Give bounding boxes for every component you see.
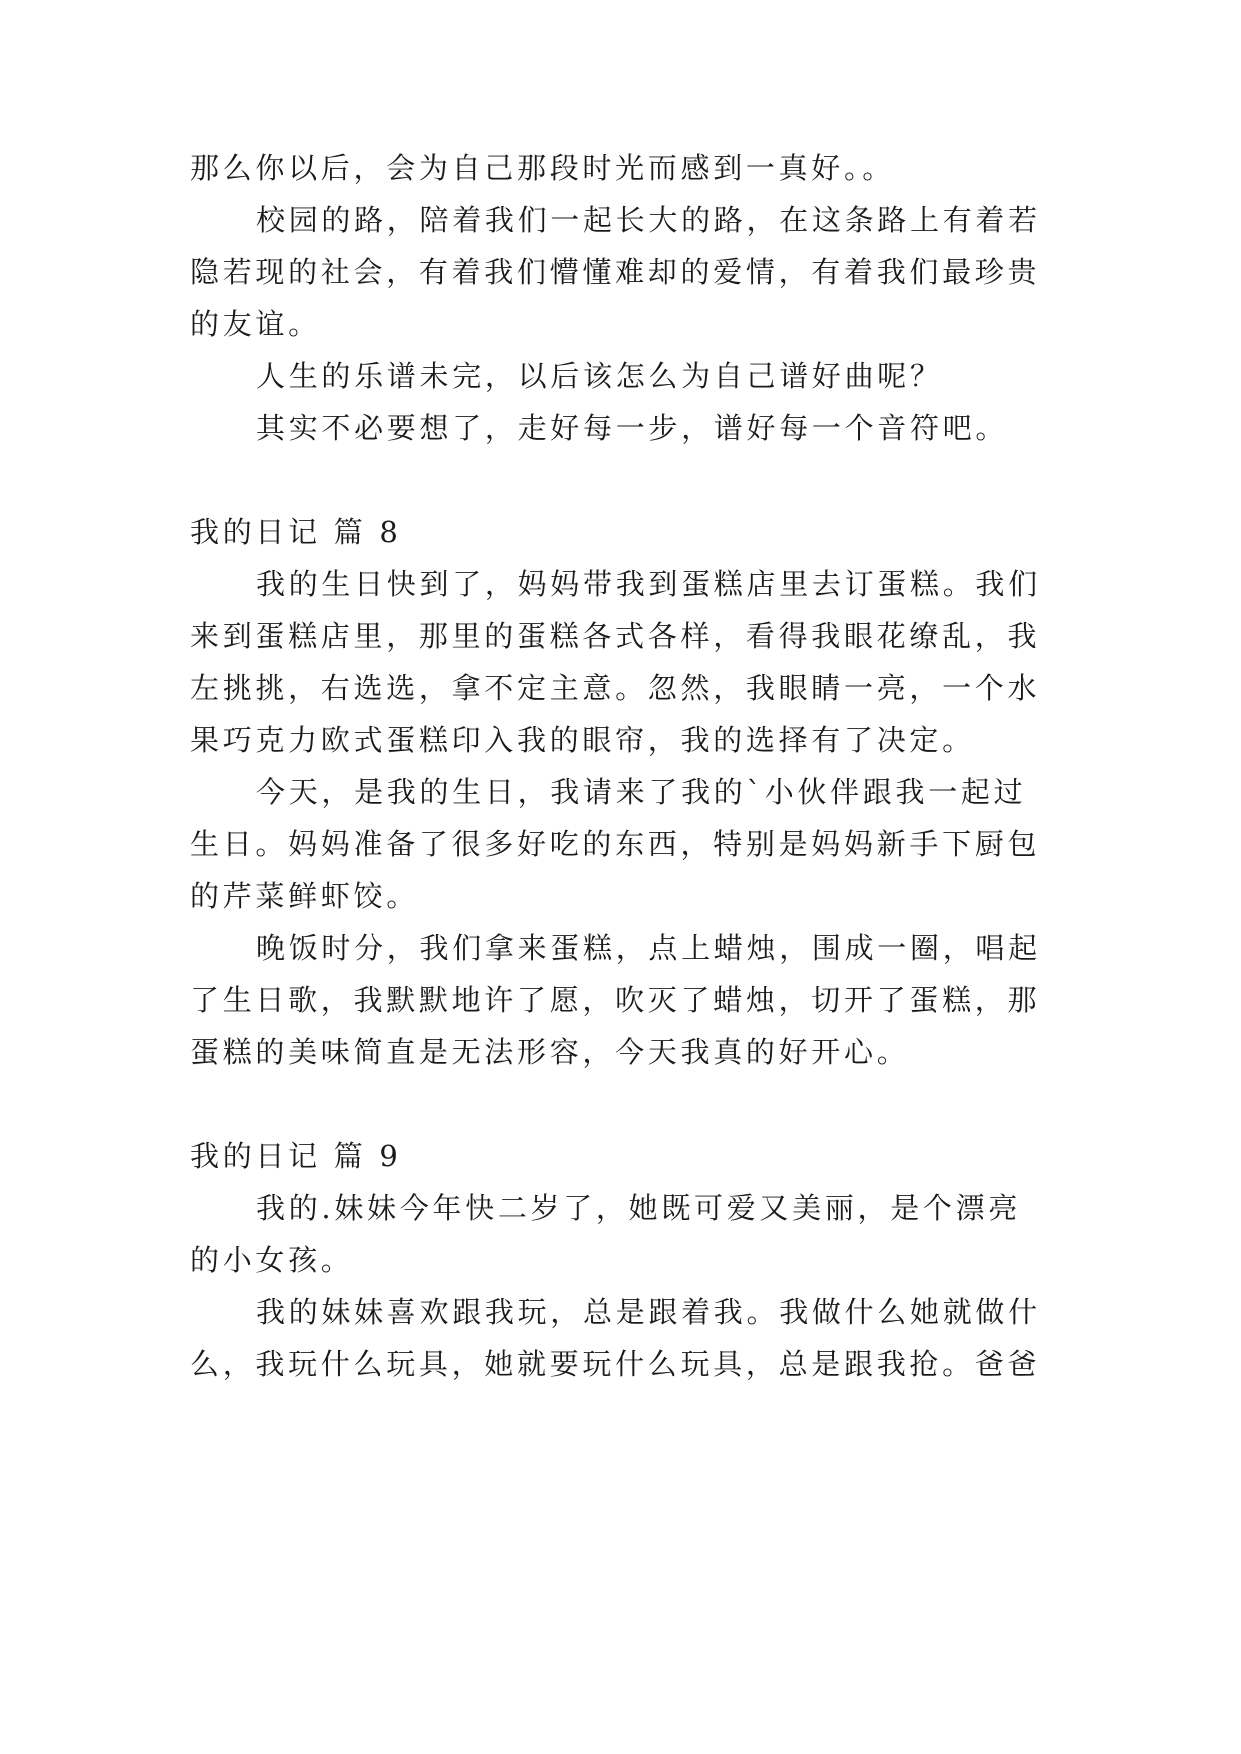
- section-heading: 我的日记 篇 9: [190, 1139, 402, 1173]
- paragraph-line: 其实不必要想了，走好每一步，谱好每一个音符吧。: [256, 411, 1009, 445]
- paragraph-line: 生日。妈妈准备了很多好吃的东西，特别是妈妈新手下厨包: [190, 827, 1041, 861]
- paragraph-line: 我的妹妹喜欢跟我玩，总是跟着我。我做什么她就做什: [256, 1295, 1041, 1329]
- paragraph-line: 的友谊。: [190, 307, 321, 341]
- paragraph-line: 校园的路，陪着我们一起长大的路，在这条路上有着若: [256, 203, 1041, 237]
- paragraph-line: 晚饭时分，我们拿来蛋糕，点上蜡烛，围成一圈，唱起: [256, 931, 1041, 965]
- paragraph-line: 我的生日快到了，妈妈带我到蛋糕店里去订蛋糕。我们: [256, 567, 1041, 601]
- paragraph-line: 蛋糕的美味简直是无法形容，今天我真的好开心。: [190, 1035, 910, 1069]
- paragraph-line: 的小女孩。: [190, 1243, 354, 1277]
- paragraph-line: 的芹菜鲜虾饺。: [190, 879, 419, 913]
- paragraph-line: 果巧克力欧式蛋糕印入我的眼帘，我的选择有了决定。: [190, 723, 975, 757]
- paragraph-line: 我的.妹妹今年快二岁了，她既可爱又美丽，是个漂亮: [256, 1191, 1022, 1225]
- section-heading: 我的日记 篇 8: [190, 515, 402, 549]
- paragraph-line: 那么你以后，会为自己那段时光而感到一真好。。: [190, 151, 895, 185]
- paragraph-line: 么，我玩什么玩具，她就要玩什么玩具，总是跟我抢。爸爸: [190, 1347, 1041, 1381]
- paragraph-line: 左挑挑，右选选，拿不定主意。忽然，我眼睛一亮，一个水: [190, 671, 1041, 705]
- paragraph-line: 了生日歌，我默默地许了愿，吹灭了蜡烛，切开了蛋糕，那: [190, 983, 1041, 1017]
- paragraph-line: 隐若现的社会，有着我们懵懂难却的爱情，有着我们最珍贵: [190, 255, 1041, 289]
- paragraph-line: 来到蛋糕店里，那里的蛋糕各式各样，看得我眼花缭乱，我: [190, 619, 1041, 653]
- paragraph-line: 人生的乐谱未完，以后该怎么为自己谱好曲呢？: [256, 359, 943, 393]
- paragraph-line: 今天，是我的生日，我请来了我的`小伙伴跟我一起过: [256, 775, 1027, 809]
